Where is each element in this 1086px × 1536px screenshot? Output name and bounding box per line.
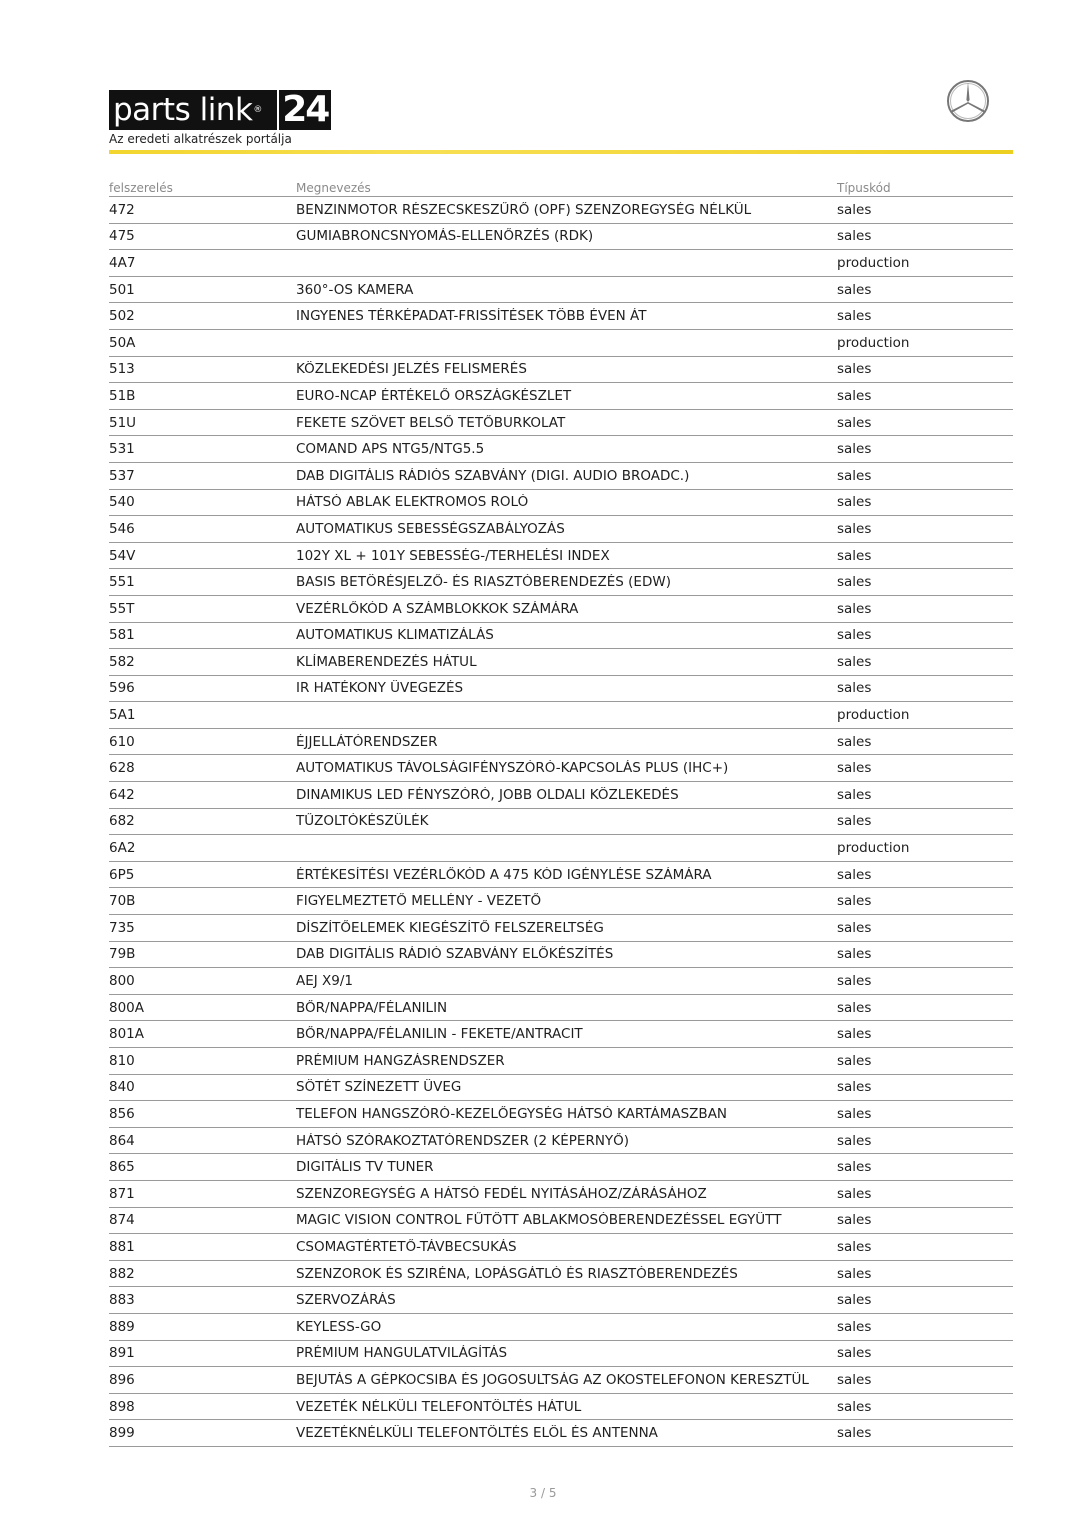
table-row — [109, 490, 1013, 517]
cell-code: 610 — [109, 733, 135, 750]
cell-code: 540 — [109, 494, 135, 511]
cell-code: 856 — [109, 1105, 135, 1122]
table-row — [109, 596, 1013, 623]
cell-code: 800A — [109, 999, 145, 1016]
cell-code: 70B — [109, 893, 136, 910]
cell-type: sales — [837, 467, 872, 484]
table-row — [109, 1420, 1013, 1447]
cell-code: 513 — [109, 361, 135, 378]
cell-name: BASIS BETÖRÉSJELZŐ- ÉS RIASZTÓBERENDEZÉS (EDW) — [296, 574, 671, 591]
cell-type: production — [837, 707, 910, 724]
cell-code: 883 — [109, 1292, 135, 1309]
table-row — [109, 1234, 1013, 1261]
column-header-code: felszerelés — [109, 181, 173, 195]
table-row — [109, 330, 1013, 357]
table-row — [109, 224, 1013, 251]
table-body — [109, 197, 1013, 1447]
cell-type: sales — [837, 228, 872, 245]
cell-type: sales — [837, 946, 872, 963]
logo-number: 24 — [279, 90, 331, 130]
cell-code: 874 — [109, 1212, 135, 1229]
cell-type: sales — [837, 281, 872, 298]
table-row — [109, 1394, 1013, 1421]
cell-code: 840 — [109, 1079, 135, 1096]
cell-code: 735 — [109, 919, 135, 936]
table-row — [109, 436, 1013, 463]
cell-name: HÁTSÓ SZÓRAKOZTATÓRENDSZER (2 KÉPERNYŐ) — [296, 1132, 630, 1149]
cell-type: sales — [837, 1265, 872, 1282]
table-row — [109, 623, 1013, 650]
cell-code: 898 — [109, 1398, 135, 1415]
cell-name: SÖTÉT SZÍNEZETT ÜVEG — [296, 1079, 462, 1096]
cell-code: 6P5 — [109, 866, 135, 883]
cell-type: sales — [837, 1292, 872, 1309]
equipment-table — [109, 175, 1013, 1447]
cell-type: production — [837, 840, 910, 857]
cell-name: PRÉMIUM HANGZÁSRENDSZER — [296, 1052, 505, 1069]
cell-name: SZENZOROK ÉS SZIRÉNA, LOPÁSGÁTLÓ ÉS RIASZTÓBERENDEZÉS — [296, 1265, 738, 1282]
column-header-name: Megnevezés — [296, 181, 371, 195]
cell-code: 596 — [109, 680, 135, 697]
table-row — [109, 410, 1013, 437]
table-row — [109, 888, 1013, 915]
table-row — [109, 1261, 1013, 1288]
table-row — [109, 809, 1013, 836]
cell-name: IR HATÉKONY ÜVEGEZÉS — [296, 680, 464, 697]
cell-type: sales — [837, 893, 872, 910]
cell-code: 51U — [109, 414, 137, 431]
cell-type: sales — [837, 361, 872, 378]
table-row — [109, 968, 1013, 995]
cell-type: sales — [837, 680, 872, 697]
table-row — [109, 1181, 1013, 1208]
table-row — [109, 1048, 1013, 1075]
cell-name: AEJ X9/1 — [296, 973, 354, 990]
cell-name: HÁTSÓ ABLAK ELEKTROMOS ROLÓ — [296, 494, 529, 511]
table-row — [109, 915, 1013, 942]
table-row — [109, 702, 1013, 729]
table-row — [109, 676, 1013, 703]
cell-code: 51B — [109, 387, 136, 404]
table-row — [109, 649, 1013, 676]
cell-type: sales — [837, 1425, 872, 1442]
cell-name: TELEFON HANGSZÓRÓ-KEZELŐEGYSÉG HÁTSÓ KARTÁMASZBAN — [296, 1105, 728, 1122]
cell-type: sales — [837, 387, 872, 404]
table-row — [109, 729, 1013, 756]
cell-code: 79B — [109, 946, 136, 963]
cell-name: PRÉMIUM HANGULATVILÁGÍTÁS — [296, 1345, 508, 1362]
header-divider — [109, 150, 1013, 154]
cell-name: ÉRTÉKESÍTÉSI VEZÉRLŐKÓD A 475 KÓD IGÉNYLÉSE SZÁMÁRA — [296, 866, 712, 883]
cell-type: sales — [837, 547, 872, 564]
table-header — [109, 175, 1013, 197]
table-row — [109, 1367, 1013, 1394]
cell-name: SZENZOREGYSÉG A HÁTSÓ FEDÉL NYITÁSÁHOZ/ZÁRÁSÁHOZ — [296, 1185, 707, 1202]
cell-name: EURO-NCAP ÉRTÉKELŐ ORSZÁGKÉSZLET — [296, 387, 572, 404]
cell-type: sales — [837, 1398, 872, 1415]
table-row — [109, 1128, 1013, 1155]
cell-code: 531 — [109, 441, 135, 458]
cell-name: KLÍMABERENDEZÉS HÁTUL — [296, 653, 477, 670]
table-row — [109, 835, 1013, 862]
cell-code: 881 — [109, 1238, 135, 1255]
cell-name: 360°-OS KAMERA — [296, 281, 414, 298]
cell-type: sales — [837, 600, 872, 617]
cell-name: DÍSZÍTŐELEMEK KIEGÉSZÍTŐ FELSZERELTSÉG — [296, 919, 604, 936]
cell-code: 889 — [109, 1318, 135, 1335]
partslink24-logo — [109, 90, 331, 146]
cell-name: DAB DIGITÁLIS RÁDIÓS SZABVÁNY (DIGI. AUDIO BROADC.) — [296, 467, 690, 484]
cell-code: 800 — [109, 973, 135, 990]
logo-wordmark — [109, 90, 277, 130]
table-row — [109, 1021, 1013, 1048]
table-row — [109, 543, 1013, 570]
cell-type: sales — [837, 1079, 872, 1096]
cell-type: sales — [837, 973, 872, 990]
cell-code: 50A — [109, 334, 136, 351]
cell-code: 6A2 — [109, 840, 136, 857]
cell-type: sales — [837, 1371, 872, 1388]
cell-code: 472 — [109, 201, 135, 218]
cell-code: 502 — [109, 308, 135, 325]
cell-code: 501 — [109, 281, 135, 298]
cell-type: production — [837, 254, 910, 271]
table-row — [109, 1208, 1013, 1235]
logo-tagline: Az eredeti alkatrészek portálja — [109, 132, 292, 146]
cell-type: sales — [837, 1159, 872, 1176]
cell-name: MAGIC VISION CONTROL FŰTÖTT ABLAKMOSÓBERENDEZÉSSEL EGYÜTT — [296, 1212, 782, 1229]
cell-code: 801A — [109, 1026, 145, 1043]
cell-code: 54V — [109, 547, 136, 564]
cell-type: sales — [837, 760, 872, 777]
cell-type: sales — [837, 733, 872, 750]
cell-type: sales — [837, 201, 872, 218]
cell-name: KÖZLEKEDÉSI JELZÉS FELISMERÉS — [296, 361, 527, 378]
cell-name: COMAND APS NTG5/NTG5.5 — [296, 441, 485, 458]
cell-name: DIGITÁLIS TV TUNER — [296, 1159, 434, 1176]
cell-name: BEJUTÁS A GÉPKOCSIBA ÉS JOGOSULTSÁG AZ OKOSTELEFONON KERESZTÜL — [296, 1371, 809, 1388]
table-row — [109, 1075, 1013, 1102]
cell-name: KEYLESS-GO — [296, 1318, 382, 1335]
cell-type: sales — [837, 1212, 872, 1229]
cell-code: 865 — [109, 1159, 135, 1176]
cell-type: sales — [837, 1026, 872, 1043]
column-header-type: Típuskód — [837, 181, 891, 195]
mercedes-star-icon — [946, 79, 990, 123]
cell-type: sales — [837, 627, 872, 644]
cell-name: SZERVOZÁRÁS — [296, 1292, 396, 1309]
table-row — [109, 250, 1013, 277]
cell-code: 882 — [109, 1265, 135, 1282]
cell-type: sales — [837, 653, 872, 670]
cell-type: sales — [837, 786, 872, 803]
cell-code: 5A1 — [109, 707, 136, 724]
cell-code: 682 — [109, 813, 135, 830]
cell-code: 551 — [109, 574, 135, 591]
cell-code: 871 — [109, 1185, 135, 1202]
cell-code: 896 — [109, 1371, 135, 1388]
cell-type: sales — [837, 866, 872, 883]
cell-type: sales — [837, 441, 872, 458]
cell-type: sales — [837, 1238, 872, 1255]
cell-type: sales — [837, 1185, 872, 1202]
cell-type: sales — [837, 999, 872, 1016]
cell-name: GUMIABRONCSNYOMÁS-ELLENŐRZÉS (RDK) — [296, 228, 594, 245]
cell-code: 864 — [109, 1132, 135, 1149]
table-row — [109, 1314, 1013, 1341]
cell-code: 55T — [109, 600, 135, 617]
cell-code: 810 — [109, 1052, 135, 1069]
table-row — [109, 383, 1013, 410]
cell-name: 102Y XL + 101Y SEBESSÉG-/TERHELÉSI INDEX — [296, 547, 610, 564]
cell-name: DINAMIKUS LED FÉNYSZÓRÓ, JOBB OLDALI KÖZLEKEDÉS — [296, 786, 679, 803]
table-row — [109, 862, 1013, 889]
logo-registered-mark: ® — [253, 104, 262, 115]
table-row — [109, 357, 1013, 384]
table-row — [109, 1287, 1013, 1314]
cell-name: AUTOMATIKUS KLIMATIZÁLÁS — [296, 627, 494, 644]
cell-name: BŐR/NAPPA/FÉLANILIN — [296, 999, 448, 1016]
cell-code: 581 — [109, 627, 135, 644]
cell-type: sales — [837, 1345, 872, 1362]
cell-code: 891 — [109, 1345, 135, 1362]
table-row — [109, 1101, 1013, 1128]
cell-code: 4A7 — [109, 254, 136, 271]
cell-type: sales — [837, 1318, 872, 1335]
cell-name: AUTOMATIKUS SEBESSÉGSZABÁLYOZÁS — [296, 520, 565, 537]
cell-type: sales — [837, 308, 872, 325]
table-row — [109, 277, 1013, 304]
cell-type: sales — [837, 919, 872, 936]
table-row — [109, 782, 1013, 809]
cell-name: DAB DIGITÁLIS RÁDIÓ SZABVÁNY ELŐKÉSZÍTÉS — [296, 946, 614, 963]
cell-type: sales — [837, 494, 872, 511]
cell-code: 582 — [109, 653, 135, 670]
cell-type: sales — [837, 520, 872, 537]
cell-type: sales — [837, 574, 872, 591]
cell-type: production — [837, 334, 910, 351]
cell-type: sales — [837, 414, 872, 431]
cell-type: sales — [837, 1105, 872, 1122]
cell-code: 537 — [109, 467, 135, 484]
table-row — [109, 1341, 1013, 1368]
table-row — [109, 569, 1013, 596]
cell-name: BENZINMOTOR RÉSZECSKESZŰRŐ (OPF) SZENZOREGYSÉG NÉLKÜL — [296, 201, 752, 218]
cell-type: sales — [837, 813, 872, 830]
cell-name: INGYENES TÉRKÉPADAT-FRISSÍTÉSEK TÖBB ÉVEN ÁT — [296, 308, 647, 325]
cell-name: VEZETÉK NÉLKÜLI TELEFONTÖLTÉS HÁTUL — [296, 1398, 582, 1415]
cell-code: 642 — [109, 786, 135, 803]
cell-name: FIGYELMEZTETŐ MELLÉNY - VEZETŐ — [296, 893, 542, 910]
table-row — [109, 1154, 1013, 1181]
table-row — [109, 516, 1013, 543]
table-row — [109, 463, 1013, 490]
cell-name: CSOMAGTÉRTETŐ-TÁVBECSUKÁS — [296, 1238, 517, 1255]
table-row — [109, 942, 1013, 969]
page-number: 3 / 5 — [529, 1486, 557, 1500]
cell-type: sales — [837, 1052, 872, 1069]
cell-type: sales — [837, 1132, 872, 1149]
cell-code: 899 — [109, 1425, 135, 1442]
table-row — [109, 995, 1013, 1022]
cell-name: TŰZOLTÓKÉSZÜLÉK — [296, 813, 429, 830]
cell-name: VEZÉRLŐKÓD A SZÁMBLOKKOK SZÁMÁRA — [296, 600, 579, 617]
cell-code: 546 — [109, 520, 135, 537]
cell-code: 475 — [109, 228, 135, 245]
table-row — [109, 303, 1013, 330]
cell-name: BŐR/NAPPA/FÉLANILIN - FEKETE/ANTRACIT — [296, 1026, 583, 1043]
table-row — [109, 197, 1013, 224]
table-row — [109, 755, 1013, 782]
cell-name: FEKETE SZÖVET BELSŐ TETŐBURKOLAT — [296, 414, 566, 431]
cell-name: VEZETÉKNÉLKÜLI TELEFONTÖLTÉS ELÖL ÉS ANTENNA — [296, 1425, 658, 1442]
cell-name: ÉJJELLÁTÓRENDSZER — [296, 733, 438, 750]
cell-code: 628 — [109, 760, 135, 777]
logo-text: parts link — [113, 91, 253, 128]
cell-name: AUTOMATIKUS TÁVOLSÁGIFÉNYSZÓRÓ-KAPCSOLÁS PLUS (IHC+) — [296, 760, 729, 777]
